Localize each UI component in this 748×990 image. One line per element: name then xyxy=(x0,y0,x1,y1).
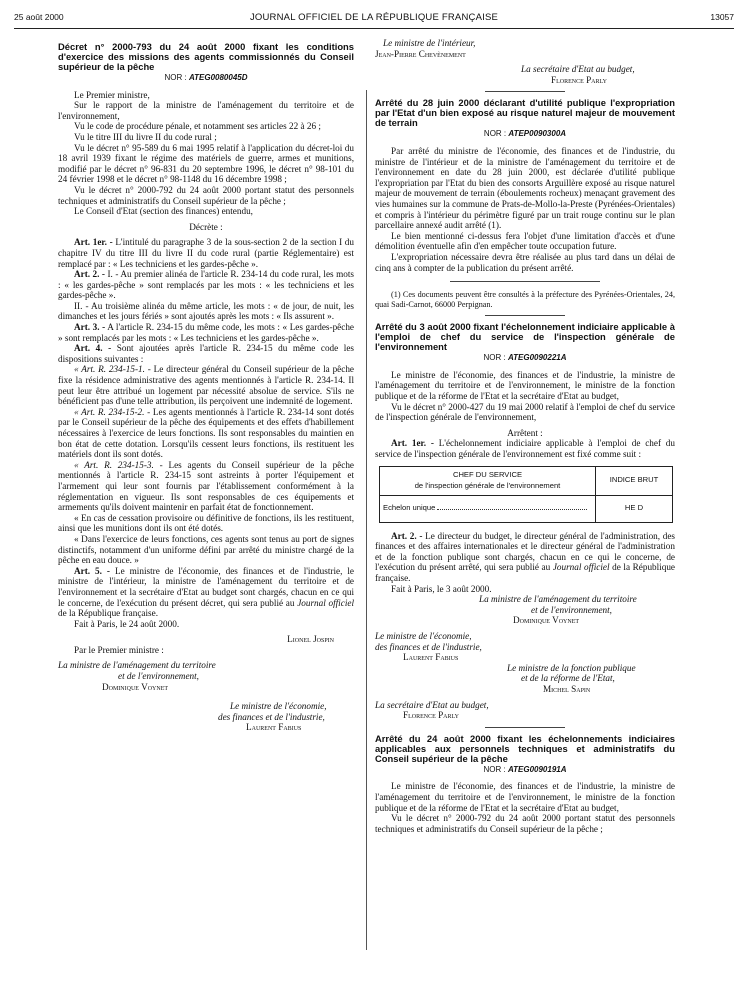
signature-role: et de l'environnement, xyxy=(118,671,199,682)
article: Art. 5. - Le ministre de l'économie, des finances et de l'industrie, le ministre de l'intérieur, la ministre de l'aménagement du territoire et de l'environnement et la secrétaire d'Etat au budget sont chargés, chacun en ce qui le concerne, de l'exécution du présent décret, qui sera publié au Journal officiel de la République française. xyxy=(58,565,354,619)
signature-role: La ministre de l'aménagement du territoire xyxy=(58,660,216,671)
header-date: 25 août 2000 xyxy=(14,12,64,22)
quote-para: « Dans l'exercice de leurs fonctions, ces agents sont tenus au port de signes distinctifs, notamment d'un uniforme défini par arrêté du ministre chargé de la pêche en eau douce. » xyxy=(58,533,354,566)
arrete-nor: NOR : ATEG0090191A xyxy=(483,764,567,774)
arrete-para: Par arrêté du ministre de l'économie, des finances et de l'industrie, du ministre de l'intérieur et de la ministre de l'aménagement du territoire et de l'environnement en date du 28 juin 2000, est déclarée d'utilité publique l'expropriation par l'Etat du bien des consorts Arguillère exposé au risque naturel majeur de mouvement de terrain (éboulements rocheux) menaçant gravement des vies humaines sur la commune de Prats-de-Mollo-la-Preste (Pyrénées-Orientales) et compris à l'intérieur du périmètre figuré par un trait rouge continu sur le plan parcellaire annexé audit arrêté (1). xyxy=(375,145,675,231)
signature-name: Michel Sapin xyxy=(543,683,591,694)
par-le-premier-ministre: Par le Premier ministre : xyxy=(74,644,164,655)
arrete-title: Arrêté du 28 juin 2000 déclarant d'utilité publique l'expropriation par l'Etat d'un bien exposé au risque naturel majeur de mouvement de terrain xyxy=(375,97,675,129)
article: II. - Au troisième alinéa du même article, les mots : « de jour, de nuit, les dimanches et les jours fériés » sont ajoutés après les mots : « Ils assurent ». xyxy=(58,300,354,322)
arrete-para: Vu le décret n° 2000-792 du 24 août 2000 portant statut des personnels techniques et administratifs du Conseil supérieur de la pêche ; xyxy=(375,813,675,834)
decree-para: Vu le décret n° 95-589 du 6 mai 1995 relatif à l'application du décret-loi du 18 avril 1939 fixant le régime des matériels de guerre, armes et munitions, modifié par le décret n° 96-831 du 20 septembre 1996, le décret n° 98-101 du 24 février 1998 et le décret n° 98-1148 du 16 décembre 1998 ; xyxy=(58,142,354,185)
table-cell: Echelon unique xyxy=(380,495,596,522)
signature-pm: Lionel Jospin xyxy=(287,634,334,645)
table-header: INDICE BRUT xyxy=(596,466,673,495)
signature-role: Le ministre de la fonction publique xyxy=(507,662,636,673)
table-row xyxy=(380,495,673,522)
signature-role: La secrétaire d'Etat au budget, xyxy=(375,699,489,710)
arrete-para: Vu le décret n° 2000-427 du 19 mai 2000 relatif à l'emploi de chef du service de l'inspection générale de l'environnement, xyxy=(375,401,675,423)
quoted-article: « Art. R. 234-15-2. - Les agents mentionnés à l'article R. 234-14 sont dotés par le Conseil supérieur de la pêche des équipements et des effets d'habillement nécessaires à l'exercice de leurs fonctions. Ils sont responsables du maintien en bon état de cette dotation. Lorsqu'ils cessent leurs fonctions, ils restituent les matériels dont ils sont dotés. xyxy=(58,406,354,460)
right-column xyxy=(375,38,675,834)
done-at: Fait à Paris, le 3 août 2000. xyxy=(391,583,492,594)
footnote: (1) Ces documents peuvent être consultés à la préfecture des Pyrénées-Orientales, 24, quai Sadi-Carnot, 66000 Perpignan. xyxy=(375,290,675,309)
left-column xyxy=(58,38,354,733)
signature-role: et de l'environnement, xyxy=(531,604,612,615)
quote-para: « En cas de cessation provisoire ou définitive de fonctions, ils les restituent, ainsi que les munitions dont ils ont été dotés. xyxy=(58,512,354,534)
article: Art. 1er. - L'échelonnement indiciaire applicable à l'emploi de chef du service de l'inspection générale de l'environnement est fixé comme suit : xyxy=(375,438,675,460)
signature-name: Laurent Fabius xyxy=(403,652,459,663)
signature-role: La secrétaire d'Etat au budget, xyxy=(521,64,635,75)
arrete-nor: NOR : ATEP0090300A xyxy=(483,129,567,139)
journal-title: JOURNAL OFFICIEL DE LA RÉPUBLIQUE FRANÇAISE xyxy=(249,12,499,23)
arrete-para: L'expropriation nécessaire devra être réalisée au plus tard dans un délai de cinq ans à compter de la publication du présent arrêté. xyxy=(375,251,675,273)
decree-title: Décret n° 2000-793 du 24 août 2000 fixant les conditions d'exercice des missions des agents commissionnés du Conseil supérieur de la pêche xyxy=(58,41,354,72)
signature-role: et de la réforme de l'Etat, xyxy=(521,673,615,684)
signature-role: La ministre de l'aménagement du territoire xyxy=(479,594,637,605)
quoted-article: « Art. R. 234-15-3. - Les agents du Conseil supérieur de la pêche mentionnés à l'article R. 234-15 sont astreints à porter l'équipement et l'armement qui leur sont fournis par l'établissement conformément à la réglementation en vigueur. Ils sont responsables de ces équipements et armements qu'ils doivent maintenir en parfait état de fonctionnement. xyxy=(58,459,354,513)
signature-name: Jean-Pierre Chevènement xyxy=(375,48,466,59)
decree-para: Vu le code de procédure pénale, et notamment ses articles 22 à 26 ; xyxy=(74,121,321,132)
article: Art. 2. - Le directeur du budget, le directeur général de l'administration, des finances et des affaires internationales et le directeur général de l'administration et de la fonction publique sont chargés, chacun en ce qui le concerne, de l'exécution du présent arrêté, qui sera publié au Journal officiel de la République française. xyxy=(375,530,675,583)
arrete-para: Le bien mentionné ci-dessus fera l'objet d'une limitation d'accès et d'une démolition éventuelle afin d'en empêcher toute occupation future. xyxy=(375,230,675,252)
article: Art. 2. - I. - Au premier alinéa de l'article R. 234-14 du code rural, les mots : « les gardes-pêche » sont remplacés par les mots : « les techniciens et les gardes-pêche ». xyxy=(58,269,354,301)
signature-role: Le ministre de l'économie, xyxy=(230,701,327,712)
arretent-heading: Arrêtent : xyxy=(507,427,543,438)
signature-name: Laurent Fabius xyxy=(246,722,302,733)
decree-para: Le Premier ministre, xyxy=(74,89,150,100)
signature-role: des finances et de l'industrie, xyxy=(218,711,325,722)
decree-para: Le Conseil d'Etat (section des finances) entendu, xyxy=(74,206,253,217)
article: Art. 1er. - L'intitulé du paragraphe 3 de la sous-section 2 de la section I du chapitre IV du titre III du livre II du code rural (partie Réglementaire) est remplacé par : « Les techniciens et les gardes-pêche ». xyxy=(58,237,354,269)
arrete-para: Le ministre de l'économie, des finances et de l'industrie, la ministre de l'aménagement du territoire et de l'environnement, le ministre de la fonction publique et de la réforme de l'Etat et la secrétaire d'Etat au budget, xyxy=(375,369,675,402)
header-rule xyxy=(14,28,734,29)
separator xyxy=(485,315,565,316)
article: Art. 4. - Sont ajoutées après l'article R. 234-15 du même code les dispositions suivantes : xyxy=(58,343,354,364)
arrete-title: Arrêté du 3 août 2000 fixant l'échelonnement indiciaire applicable à l'emploi de chef du service de l'inspection générale de l'environnement xyxy=(375,321,675,353)
signature-role: des finances et de l'industrie, xyxy=(375,641,482,652)
signature-role: Le ministre de l'intérieur, xyxy=(383,38,476,48)
page-number: 13057 xyxy=(710,12,734,22)
column-divider xyxy=(366,90,367,950)
arrete-nor: NOR : ATEG0090221A xyxy=(483,353,567,363)
article: Art. 3. - A l'article R. 234-15 du même code, les mots : « Les gardes-pêche » sont remplacés par les mots : « Les techniciens et les gardes-pêche ». xyxy=(58,322,354,343)
signature-name: Florence Parly xyxy=(403,710,459,721)
indice-table xyxy=(379,466,673,523)
table-cell: HE D xyxy=(596,495,673,522)
signature-role: Le ministre de l'économie, xyxy=(375,630,472,641)
decree-para: Vu le titre III du livre II du code rural ; xyxy=(74,131,217,142)
arrete-title: Arrêté du 24 août 2000 fixant les échelonnements indiciaires applicables aux personnels techniques et administratifs du Conseil supérieur de la pêche xyxy=(375,732,675,764)
signature-name: Dominique Voynet xyxy=(513,615,580,626)
decree-nor: NOR : ATEG0080045D xyxy=(164,73,248,82)
table-header: CHEF DU SERVICE de l'inspection générale de l'environnement xyxy=(380,466,596,495)
done-at: Fait à Paris, le 24 août 2000. xyxy=(74,618,180,629)
decree-para: Sur le rapport de la ministre de l'aménagement du territoire et de l'environnement, xyxy=(58,100,354,121)
separator xyxy=(485,727,565,728)
decree-para: Vu le décret n° 2000-792 du 24 août 2000 portant statut des personnels techniques et administratifs du Conseil supérieur de la pêche ; xyxy=(58,184,354,206)
page-header xyxy=(14,12,734,26)
signature-name: Florence Parly xyxy=(551,74,607,85)
footnote-rule xyxy=(450,281,600,282)
arrete-para: Le ministre de l'économie, des finances et de l'industrie, la ministre de l'aménagement du territoire et de l'environnement, le ministre de la fonction publique et de la réforme de l'Etat et la secrétaire d'Etat au budget, xyxy=(375,781,675,813)
separator xyxy=(485,91,565,92)
decrete-heading: Décrète : xyxy=(189,221,223,232)
signature-name: Dominique Voynet xyxy=(102,681,169,692)
quoted-article: « Art. R. 234-15-1. - Le directeur général du Conseil supérieur de la pêche fixe la résidence administrative des agents mentionnés à l'article R. 234-14. Il peut leur être attribué un logement par nécessité absolue de service. S'ils ne bénéficient pas d'une telle attribution, ils perçoivent une indemnité de logement. xyxy=(58,364,354,407)
